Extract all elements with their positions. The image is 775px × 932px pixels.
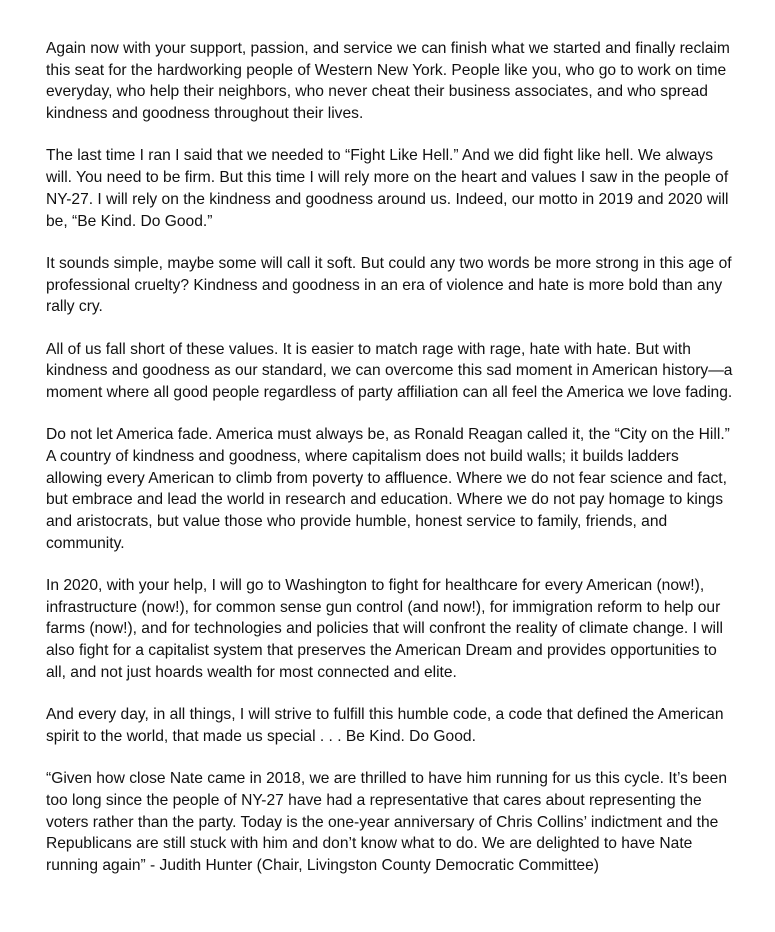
paragraph: And every day, in all things, I will strive to fulfill this humble code, a code that defined the American spirit to the world, that made us special . . . Be Kind. Do Good. bbox=[46, 706, 724, 745]
paragraph: All of us fall short of these values. It is easier to match rage with rage, hate with hate. But with kindness and goodness as our standard, we can overcome this sad moment in American history—a moment where all good people regardless of party affiliation can all feel the America we love fading. bbox=[46, 340, 733, 401]
paragraph: Again now with your support, passion, and service we can finish what we started and finally reclaim this seat for the hardworking people of Western New York. People like you, who go to work on time everyday, who help their neighbors, who never cheat their business associates, and who spread kindness and goodness throughout their lives. bbox=[46, 40, 730, 123]
quote-paragraph: “Given how close Nate came in 2018, we are thrilled to have him running for us this cycle. It’s been too long since the people of NY-27 have had a representative that cares about representing the voters rather than the party. Today is the one-year anniversary of Chris Collins’ indictment and the Republicans are still stuck with him and don’t know what to do. We are delighted to have Nate running again” - Judith Hunter (Chair, Livingston County Democratic Committee) bbox=[46, 770, 727, 874]
paragraph: It sounds simple, maybe some will call it soft. But could any two words be more strong in this age of professional cruelty? Kindness and goodness in an era of violence and hate is more bold than any rally cry. bbox=[46, 254, 732, 316]
document-body bbox=[46, 38, 736, 877]
paragraph: The last time I ran I said that we needed to “Fight Like Hell.” And we did fight like hell. We always will. You need to be firm. But this time I will rely more on the heart and values I saw in the people of NY-27. I will rely on the kindness and goodness around us. Indeed, our motto in 2019 and 2020 will be, “Be Kind. Do Good.” bbox=[46, 147, 729, 230]
paragraph: In 2020, with your help, I will go to Washington to fight for healthcare for every American (now!), infrastructure (now!), for common sense gun control (and now!), for immigration reform to help our farms (now!), and for technologies and policies that will confront the reality of climate change. I will also fight for a capitalist system that preserves the American Dream and provides opportunities to all, and not just hoards wealth for most connected and elite. bbox=[46, 577, 723, 681]
paragraph: Do not let America fade. America must always be, as Ronald Reagan called it, the “City on the Hill.” A country of kindness and goodness, where capitalism does not build walls; it builds ladders allowing every American to climb from poverty to affluence. Where we do not fear science and fact, but embrace and lead the world in research and education. Where we do not pay homage to kings and aristocrats, but value those who provide humble, honest service to family, friends, and community. bbox=[46, 426, 730, 552]
